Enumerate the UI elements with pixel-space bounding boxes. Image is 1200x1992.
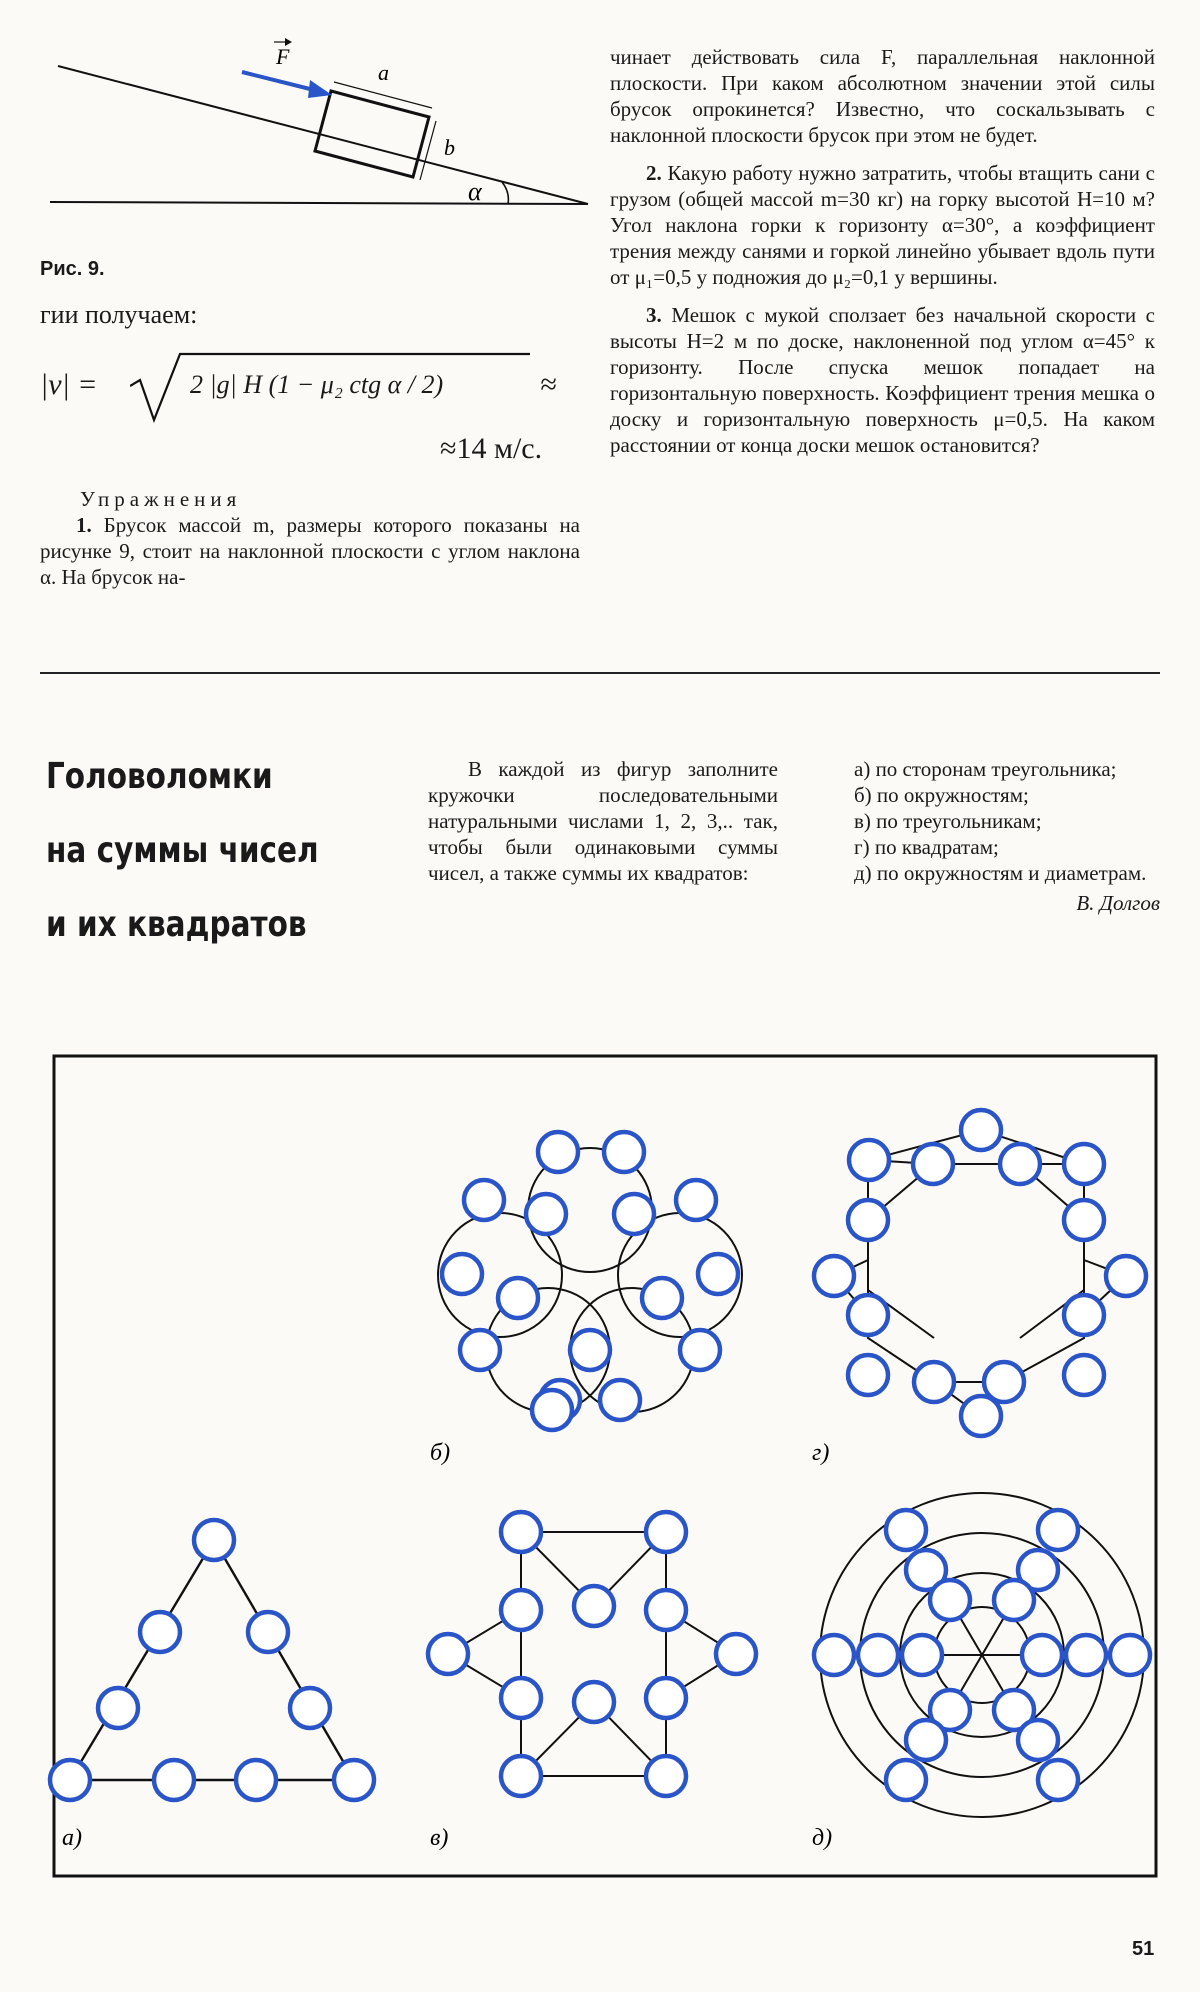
node-g-13 (1064, 1355, 1104, 1395)
angle-label: α (468, 177, 482, 206)
side-b-label: b (444, 135, 455, 160)
exercise-1-continuation: чинает действовать сила F, параллельная наклонной плоскости. При каком абсолютном значении этой силы брусок опрокинется? Известно, что соскальзывать с наклонной плоскости брусок при этом не будет. (610, 45, 1155, 147)
node-b-7 (442, 1254, 482, 1294)
figure-caption: Рис. 9. (40, 258, 105, 280)
node-d-6 (994, 1580, 1034, 1620)
node-v-6 (428, 1634, 468, 1674)
node-a-8 (236, 1760, 276, 1800)
exercise-2-number: 2. (646, 161, 662, 185)
node-v-5 (646, 1590, 686, 1630)
node-d-7 (814, 1635, 854, 1675)
node-d-2 (1038, 1510, 1078, 1550)
node-a-1 (194, 1520, 234, 1560)
node-v-9 (646, 1678, 686, 1718)
node-a-6 (50, 1760, 90, 1800)
side-a-label: a (378, 60, 389, 85)
node-d-11 (1066, 1635, 1106, 1675)
node-g-10 (848, 1295, 888, 1335)
node-d-1 (886, 1510, 926, 1550)
title-line-1: Головоломки (46, 756, 273, 797)
node-v-11 (501, 1756, 541, 1796)
node-b-3 (464, 1180, 504, 1220)
formula-lhs: |v| = (40, 368, 98, 401)
figure-a-triangle (70, 1540, 354, 1780)
node-v-2 (646, 1512, 686, 1552)
puzzle-intro: В каждой из фигур заполните кружочки последовательными натуральными числами 1, 2, 3,.. так, чтобы были одинаковыми суммы чисел, а также суммы их квадратов: (428, 757, 778, 885)
node-g-16 (961, 1396, 1001, 1436)
node-a-2 (140, 1612, 180, 1652)
condition-b: б) по окружностям; (854, 783, 1029, 807)
condition-g: г) по квадратам; (854, 835, 999, 859)
node-d-15 (906, 1720, 946, 1760)
node-a-9 (334, 1760, 374, 1800)
label-b: б) (430, 1440, 451, 1466)
node-b-4 (676, 1180, 716, 1220)
node-b-13 (570, 1330, 610, 1370)
node-d-8 (858, 1635, 898, 1675)
node-g-8 (814, 1256, 854, 1296)
node-v-8 (501, 1678, 541, 1718)
formula-approx: ≈ (540, 368, 557, 401)
formula-body: 2 |g| H (1 − μ₂ ctg α / 2) (190, 370, 444, 399)
node-a-4 (98, 1688, 138, 1728)
node-g-14 (914, 1362, 954, 1402)
node-d-18 (1038, 1760, 1078, 1800)
node-d-9 (902, 1635, 942, 1675)
node-b-15 (600, 1380, 640, 1420)
author: В. Долгов (1076, 891, 1160, 915)
node-g-1 (961, 1110, 1001, 1150)
node-g-7 (1064, 1200, 1104, 1240)
node-d-17 (886, 1760, 926, 1800)
exercise-1-text: Брусок массой m, размеры которого показаны на рисунке 9, стоит на наклонной плоскости с углом наклона α. На брусок на- (40, 513, 581, 589)
node-v-3 (574, 1586, 614, 1626)
label-a: а) (62, 1825, 82, 1851)
figure-v-star (448, 1532, 736, 1776)
condition-a: а) по сторонам треугольника; (854, 757, 1117, 781)
node-b-9 (498, 1278, 538, 1318)
exercise-3-number: 3. (646, 303, 662, 327)
label-v: в) (430, 1825, 449, 1851)
node-d-16 (1018, 1720, 1058, 1760)
node-d-5 (930, 1580, 970, 1620)
condition-v: в) по треугольникам; (854, 809, 1042, 833)
node-a-7 (154, 1760, 194, 1800)
node-v-10 (574, 1682, 614, 1722)
page-number: 51 (1132, 1938, 1155, 1960)
node-v-12 (646, 1756, 686, 1796)
node-v-7 (716, 1634, 756, 1674)
node-d-10 (1022, 1635, 1062, 1675)
node-g-11 (1064, 1295, 1104, 1335)
force-label: F (276, 44, 290, 69)
label-g: г) (812, 1440, 830, 1466)
node-v-4 (501, 1590, 541, 1630)
node-g-9 (1106, 1256, 1146, 1296)
node-a-3 (248, 1612, 288, 1652)
node-g-12 (848, 1355, 888, 1395)
exercise-3-text: Мешок с мукой сползает без начальной скорости с высоты H=2 м по доске, наклоненной под углом α=45° к горизонту. После спуска мешок попадает на горизонтальную поверхность. Коэффициент трения мешка о доску и горизонтальную поверхность μ=0,5. На каком расстоянии от конца доски мешок остановится? (610, 303, 1156, 457)
node-g-3 (913, 1144, 953, 1184)
node-b-16 (532, 1390, 572, 1430)
exercise-2-text: Какую работу нужно затратить, чтобы втащить сани с грузом (общей массой m=30 кг) на горку высотой H=10 м? Угол наклона горки к горизонту α=30°, а коэффициент трения между санями и горкой линейно убывает вдоль пути от μ₁=0,5 у подножия до μ₂=0,1 у вершины. (610, 161, 1156, 289)
figures-frame (54, 1056, 1156, 1876)
node-g-4 (1000, 1144, 1040, 1184)
node-b-2 (604, 1132, 644, 1172)
node-b-1 (538, 1132, 578, 1172)
node-g-2 (849, 1140, 889, 1180)
node-a-5 (290, 1688, 330, 1728)
title-line-2: на суммы чисел (46, 830, 319, 871)
node-circles (50, 1110, 1150, 1800)
label-d: д) (812, 1825, 833, 1851)
condition-d: д) по окружностям и диаметрам. (854, 861, 1147, 885)
title-line-3: и их квадратов (46, 904, 307, 945)
node-b-5 (526, 1194, 566, 1234)
exercise-1-number: 1. (76, 513, 92, 537)
node-b-11 (460, 1330, 500, 1370)
node-b-8 (698, 1254, 738, 1294)
node-b-6 (614, 1194, 654, 1234)
node-g-5 (1064, 1144, 1104, 1184)
node-v-1 (501, 1512, 541, 1552)
node-b-10 (642, 1278, 682, 1318)
node-d-12 (1110, 1635, 1150, 1675)
node-b-12 (680, 1330, 720, 1370)
formula-result: ≈14 м/с. (440, 432, 543, 465)
exercises-heading: Упражнения (80, 487, 242, 511)
energy-text: гии получаем: (40, 300, 198, 329)
node-g-6 (848, 1200, 888, 1240)
